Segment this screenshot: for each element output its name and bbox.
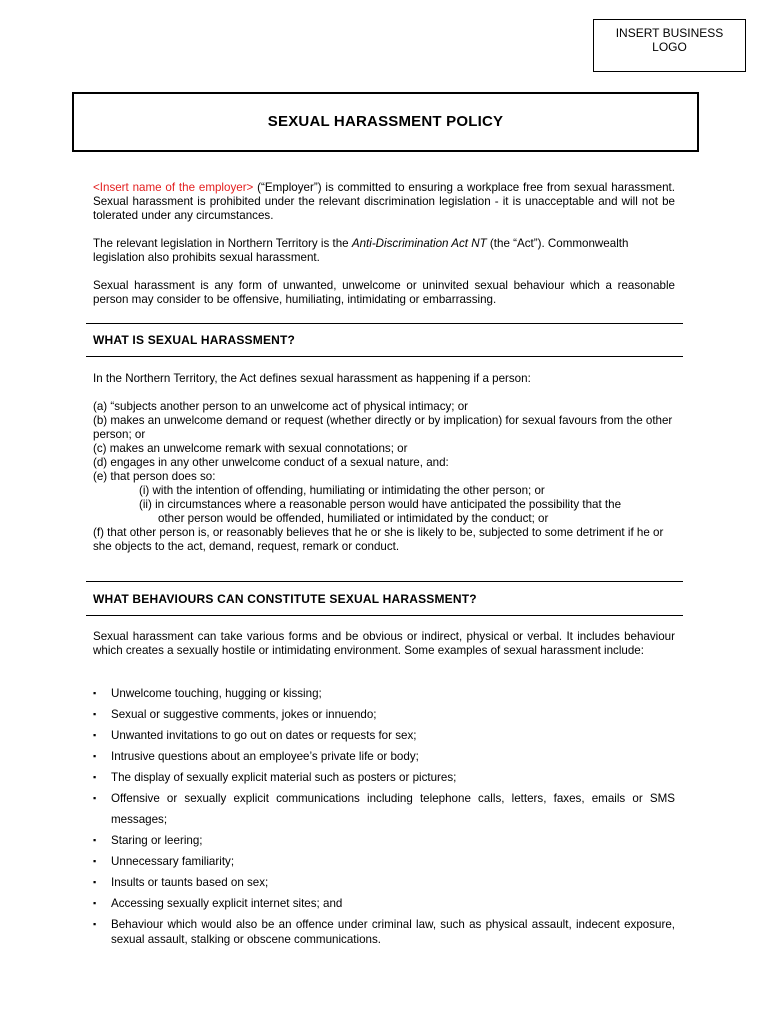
logo-line-1: INSERT BUSINESS [615, 26, 724, 40]
list-item-text: Behaviour which would also be an offence under criminal law, such as physical assault, indecent exposure, sexual assault, stalking or obscene communications. [111, 918, 675, 946]
bullet-icon: ▪ [93, 730, 97, 740]
list-item [93, 872, 675, 893]
bullet-icon: ▪ [93, 709, 97, 719]
bullet-icon: ▪ [93, 772, 97, 782]
list-item [93, 788, 675, 830]
list-item [93, 725, 675, 746]
list-item-text: Unwelcome touching, hugging or kissing; [111, 687, 322, 700]
definition-item-d: (d) engages in any other unwelcome conduct of a sexual nature, and: [93, 456, 449, 469]
list-item-text: Accessing sexually explicit internet sites; and [111, 897, 343, 910]
bullet-icon: ▪ [93, 898, 97, 908]
section-1-bottom-rule [86, 356, 683, 357]
definition-item-b: (b) makes an unwelcome demand or request (whether directly or by implication) for sexual favours from the other person; or [93, 414, 673, 441]
business-logo-placeholder [593, 19, 746, 72]
list-item-text: Sexual or suggestive comments, jokes or innuendo; [111, 708, 377, 721]
bullet-icon: ▪ [93, 793, 97, 803]
list-item [93, 851, 675, 872]
title-box [72, 92, 699, 152]
section-2-lead-text: Sexual harassment can take various forms and be obvious or indirect, physical or verbal. It includes behaviour which creates a sexually hostile or intimidating environment. Some examples of sexual harassment include: [93, 630, 675, 657]
list-item-text: Insults or taunts based on sex; [111, 876, 269, 889]
list-item-text: Intrusive questions about an employee’s private life or body; [111, 750, 419, 763]
list-item-text: Unnecessary familiarity; [111, 855, 235, 868]
list-item-text: Unwanted invitations to go out on dates or requests for sex; [111, 729, 417, 742]
section-1-lead: In the Northern Territory, the Act defines sexual harassment as happening if a person: [93, 372, 531, 385]
list-item [93, 746, 675, 767]
list-item [93, 830, 675, 851]
section-2-top-rule [86, 581, 683, 582]
section-2-heading: WHAT BEHAVIOURS CAN CONSTITUTE SEXUAL HARASSMENT? [93, 592, 477, 606]
list-item-text: Offensive or sexually explicit communications including telephone calls, letters, faxes, emails or SMS messages; [111, 792, 675, 826]
definition-sub-item-ii-line1: (ii) in circumstances where a reasonable person would have anticipated the possibility that the [139, 498, 622, 511]
list-item [93, 893, 675, 914]
intro-p3-text: Sexual harassment is any form of unwanted, unwelcome or uninvited sexual behaviour which a reasonable person may consider to be offensive, humiliating, intimidating or embarrassing. [93, 279, 675, 306]
logo-line-2: LOGO [652, 40, 687, 54]
list-item [93, 767, 675, 788]
section-2-lead [93, 630, 675, 658]
section-1-heading: WHAT IS SEXUAL HARASSMENT? [93, 333, 296, 347]
section-1-body [93, 372, 675, 554]
section-2-bottom-rule [86, 615, 683, 616]
intro-p2-text-a: The relevant legislation in Northern Territory is the [93, 237, 352, 250]
page-title: SEXUAL HARASSMENT POLICY [267, 113, 504, 130]
bullet-icon: ▪ [93, 751, 97, 761]
bullet-icon: ▪ [93, 835, 97, 845]
bullet-icon: ▪ [93, 856, 97, 866]
bullet-icon: ▪ [93, 877, 97, 887]
definition-item-c: (c) makes an unwelcome remark with sexual connotations; or [93, 442, 408, 455]
definition-sub-item-ii-line2: other person would be offended, humiliated or intimidated by the conduct; or [158, 512, 549, 525]
act-name: Anti-Discrimination Act NT [351, 237, 487, 250]
intro-p1-text: (“Employer”) is committed to ensuring a workplace free from sexual harassment. Sexual harassment is prohibited under the relevant discrimination legislation - it is unacceptable and will not be tolerated under any circumstances. [93, 181, 675, 222]
definition-item-e: (e) that person does so: [93, 470, 216, 483]
definition-item-f: (f) that other person is, or reasonably believes that he or she is likely to be, subjected to some detriment if he or she objects to the act, demand, request, remark or conduct. [93, 526, 664, 553]
list-item-text: The display of sexually explicit material such as posters or pictures; [111, 771, 457, 784]
list-item [93, 704, 675, 725]
definition-sub-item-i: (i) with the intention of offending, humiliating or intimidating the other person; or [139, 484, 545, 497]
list-item [93, 683, 675, 704]
examples-list [93, 683, 675, 950]
intro-paragraph-2 [93, 237, 675, 265]
definition-item-a: (a) “subjects another person to an unwelcome act of physical intimacy; or [93, 400, 469, 413]
intro-p2-text-b: (the “Act”). Commonwealth legislation also prohibits sexual harassment. [93, 237, 629, 264]
employer-name-placeholder: <Insert name of the employer> [93, 181, 254, 194]
intro-paragraph-1 [93, 181, 675, 223]
list-item-text: Staring or leering; [111, 834, 203, 847]
section-1-top-rule [86, 323, 683, 324]
bullet-icon: ▪ [93, 688, 97, 698]
bullet-icon: ▪ [93, 919, 97, 929]
list-item [93, 914, 675, 950]
intro-paragraph-3 [93, 279, 675, 307]
